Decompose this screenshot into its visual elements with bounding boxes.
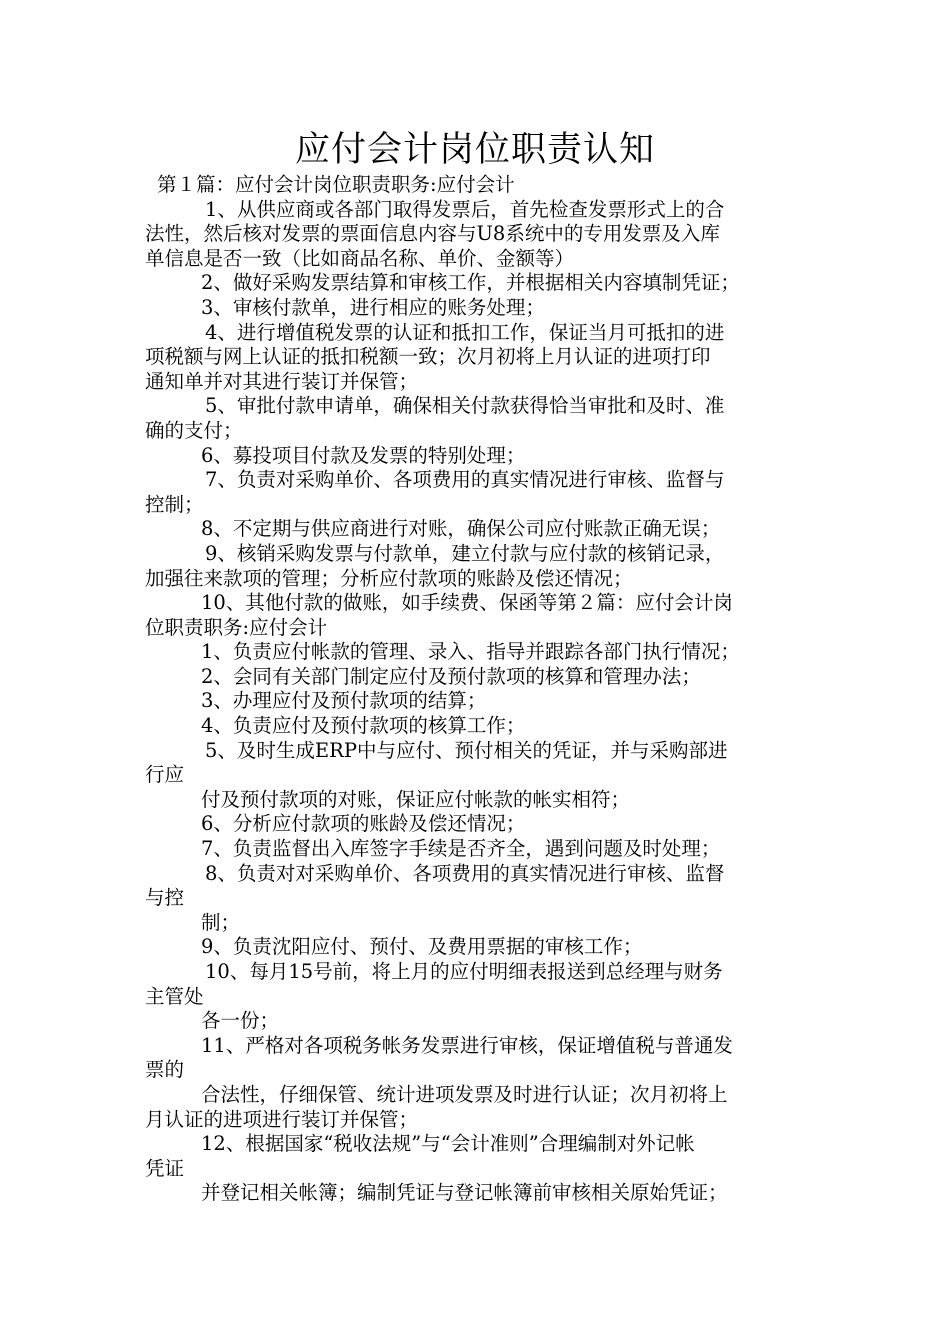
text-line: 单信息是否一致（比如商品名称、单价、金额等） bbox=[145, 246, 575, 270]
text-line: 通知单并对其进行装订并保管； bbox=[145, 369, 419, 393]
text-line: 法性，然后核对发票的票面信息内容与U8系统中的专用发票及入库 bbox=[145, 222, 720, 246]
text-line: 月认证的进项进行装订并保管； bbox=[145, 1107, 419, 1131]
text-line: 行应 bbox=[145, 763, 185, 787]
text-line: 控制； bbox=[145, 492, 204, 516]
text-line: 与控 bbox=[145, 886, 185, 910]
document-title: 应付会计岗位职责认知 bbox=[294, 130, 655, 170]
text-line: 1、负责应付帐款的管理、录入、指导并跟踪各部门执行情况； bbox=[201, 640, 740, 664]
text-line: 制； bbox=[201, 910, 241, 934]
text-line: 6、分析应付款项的账龄及偿还情况； bbox=[201, 812, 526, 836]
text-line: 并登记相关帐簿；编制凭证与登记帐簿前审核相关原始凭证； bbox=[201, 1181, 728, 1205]
text-line: 1、从供应商或各部门取得发票后，首先检查发票形式上的合 bbox=[205, 197, 725, 221]
document-body bbox=[145, 173, 825, 1206]
text-line: 2、会同有关部门制定应付及预付款项的核算和管理办法； bbox=[201, 664, 701, 688]
text-line: 确的支付； bbox=[145, 418, 243, 442]
text-line: 7、负责监督出入库签字手续是否齐全，遇到问题及时处理； bbox=[201, 837, 721, 861]
text-line: 12、根据国家“税收法规”与“会计准则”合理编制对外记帐 bbox=[201, 1132, 695, 1156]
text-line: 4、负责应付及预付款项的核算工作； bbox=[201, 714, 526, 738]
text-line: 主管处 bbox=[145, 984, 204, 1008]
text-line: 位职责职务:应付会计 bbox=[145, 615, 328, 639]
text-line: 5、审批付款申请单，确保相关付款获得恰当审批和及时、准 bbox=[205, 394, 725, 418]
text-line: 9、核销采购发票与付款单，建立付款与应付款的核销记录， bbox=[205, 541, 725, 565]
text-line: 票的 bbox=[145, 1058, 185, 1082]
text-line: 加强往来款项的管理；分析应付款项的账龄及偿还情况； bbox=[145, 566, 633, 590]
text-line: 各一份； bbox=[201, 1009, 280, 1033]
text-line: 凭证 bbox=[145, 1156, 185, 1180]
text-line: 6、募投项目付款及发票的特别处理； bbox=[201, 443, 526, 467]
text-line: 2、做好采购发票结算和审核工作，并根据相关内容填制凭证； bbox=[201, 271, 740, 295]
text-line: 项税额与网上认证的抵扣税额一致；次月初将上月认证的进项打印 bbox=[145, 345, 711, 369]
text-line: 10、其他付款的做账，如手续费、保函等第２篇：应付会计岗 bbox=[201, 591, 733, 615]
text-line: 11、严格对各项税务帐务发票进行审核，保证增值税与普通发 bbox=[201, 1033, 733, 1057]
text-line: 4、进行增值税发票的认证和抵扣工作，保证当月可抵扣的进 bbox=[205, 320, 725, 344]
text-line: 3、办理应付及预付款项的结算； bbox=[201, 689, 487, 713]
text-line: 7、负责对采购单价、各项费用的真实情况进行审核、监督与 bbox=[205, 468, 725, 492]
text-line: 付及预付款项的对账，保证应付帐款的帐实相符； bbox=[201, 787, 631, 811]
text-line: 9、负责沈阳应付、预付、及费用票据的审核工作； bbox=[201, 935, 643, 959]
text-line: 5、及时生成ERP中与应付、预付相关的凭证，并与采购部进 bbox=[205, 738, 728, 762]
text-line: 10、每月15号前，将上月的应付明细表报送到总经理与财务 bbox=[205, 960, 723, 983]
text-line: 3、审核付款单，进行相应的账务处理； bbox=[201, 295, 545, 319]
text-line: 8、不定期与供应商进行对账，确保公司应付账款正确无误； bbox=[201, 517, 721, 541]
text-line: 第１篇：应付会计岗位职责职务:应付会计 bbox=[157, 173, 515, 196]
text-line: 合法性，仔细保管、统计进项发票及时进行认证；次月初将上 bbox=[201, 1082, 728, 1106]
text-line: 8、负责对对采购单价、各项费用的真实情况进行审核、监督 bbox=[205, 861, 725, 885]
